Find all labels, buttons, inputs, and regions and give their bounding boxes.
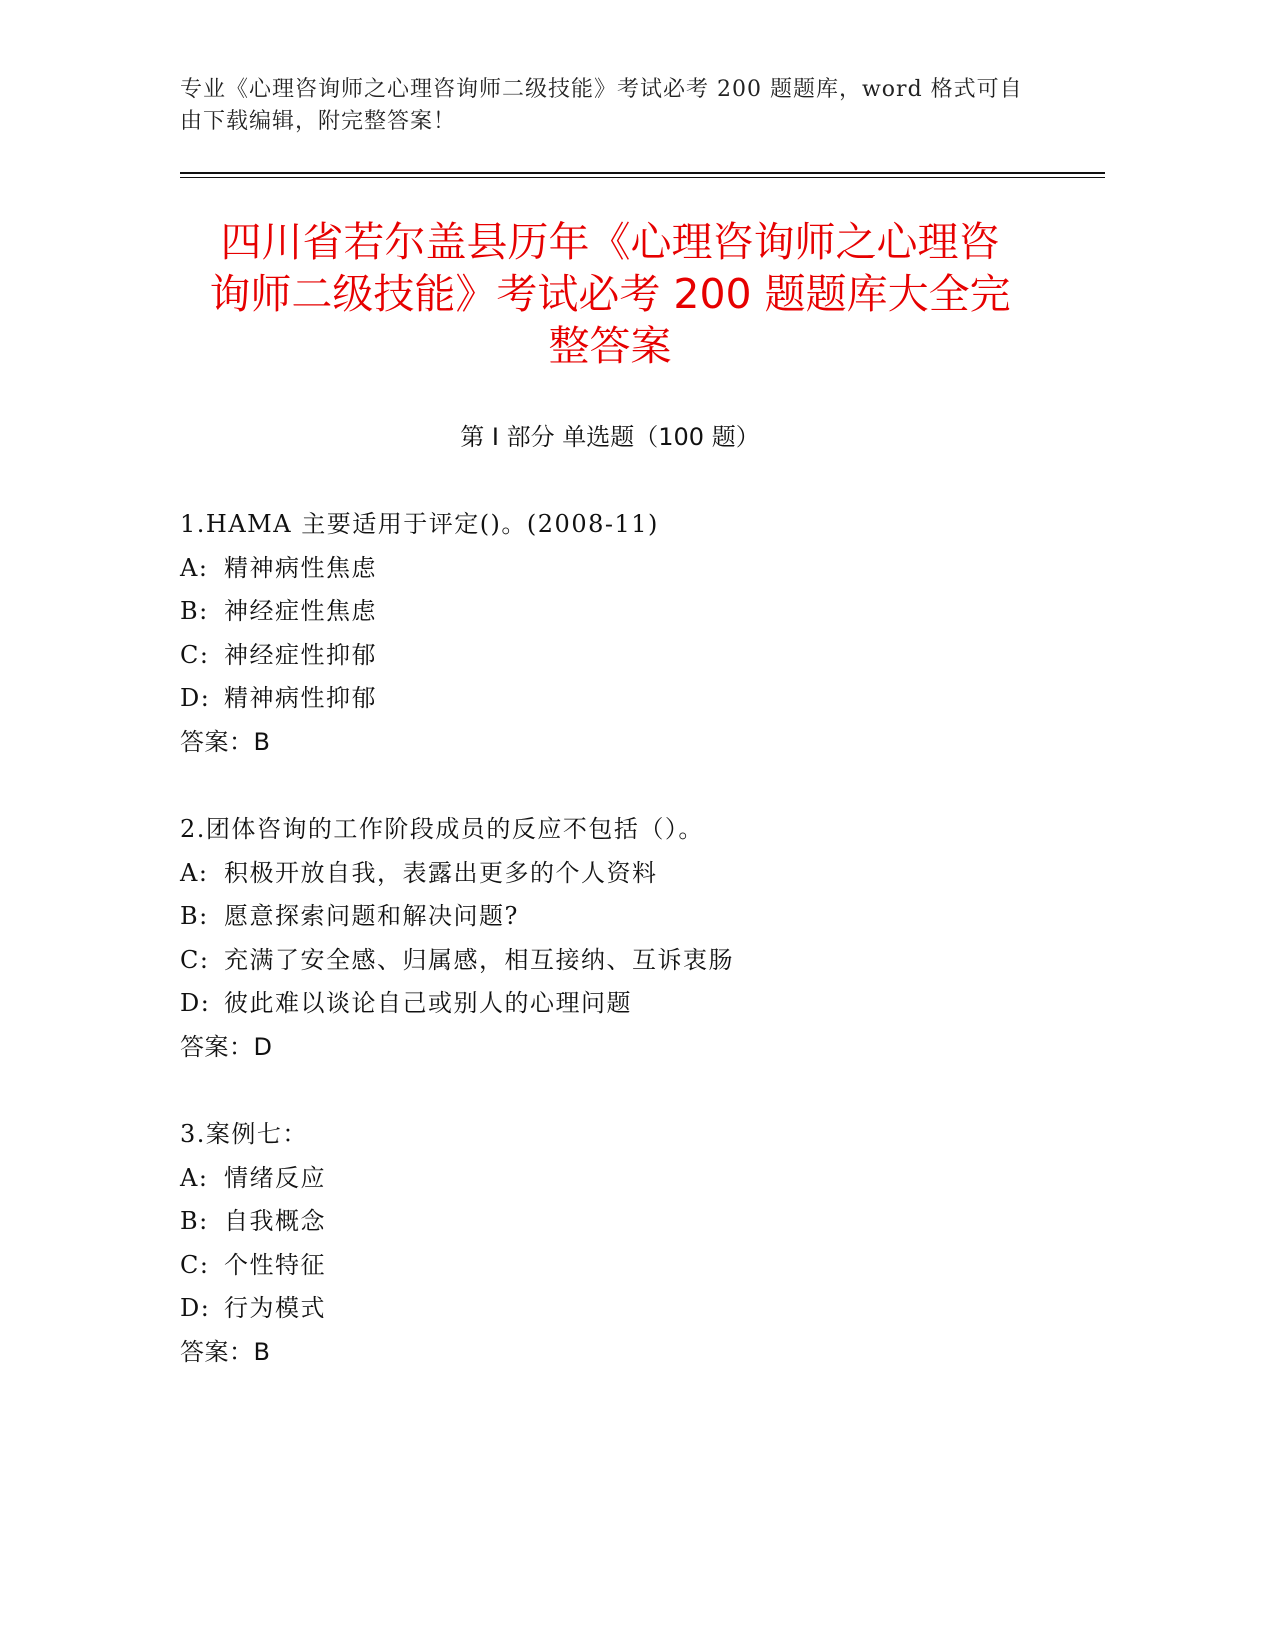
question-2 [180,808,1080,1069]
option-b [180,590,1080,634]
option-label: D: [180,1294,211,1322]
header-divider-thin [180,177,1105,178]
option-a [180,852,1080,896]
header-note [180,74,1040,138]
document-title-line-1: 四川省若尔盖县历年《心理咨询师之心理咨 [220,218,1000,266]
question-stem: 1.HAMA 主要适用于评定()。(2008-11) [180,510,659,538]
option-b [180,895,1080,939]
option-label: C: [180,945,210,974]
question-stem: 3.案例七： [180,1120,308,1148]
option-text: 充满了安全感、归属感，相互接纳、互诉衷肠 [224,945,734,974]
answer: 答案：D [180,1032,273,1061]
option-text: 精神病性抑郁 [224,684,377,712]
header-note-line-2: 由下载编辑，附完整答案！ [180,109,457,134]
option-label: C: [180,640,210,669]
option-label: C: [180,1250,210,1279]
option-text: 愿意探索问题和解决问题? [224,902,519,930]
option-label: B: [180,1207,209,1235]
option-d [180,677,1080,721]
option-b [180,1200,1080,1244]
option-text: 精神病性焦虑 [224,553,377,582]
option-text: 情绪反应 [224,1163,326,1192]
option-c [180,939,1080,983]
option-label: B: [180,902,209,930]
option-c [180,1244,1080,1288]
document-title-line-2: 询师二级技能》考试必考 200 题题库大全完 [209,270,1011,318]
option-d [180,982,1080,1026]
option-d [180,1287,1080,1331]
option-text: 神经症性抑郁 [224,640,377,669]
option-text: 行为模式 [224,1294,326,1322]
answer: 答案：B [180,1337,271,1366]
option-label: B: [180,597,209,625]
header-note-line-1: 专业《心理咨询师之心理咨询师二级技能》考试必考 200 题题库，word 格式可自 [180,77,1023,102]
answer: 答案：B [180,727,271,756]
option-a [180,1157,1080,1201]
option-text: 彼此难以谈论自己或别人的心理问题 [224,989,632,1017]
option-label: A: [180,858,209,887]
document-title [180,216,1040,372]
question-1 [180,503,1080,764]
option-a [180,547,1080,591]
option-text: 积极开放自我，表露出更多的个人资料 [224,858,658,887]
section-heading: 第 I 部分 单选题（100 题） [460,423,760,451]
option-label: A: [180,553,209,582]
header-divider-thick [180,172,1105,174]
option-label: D: [180,684,211,712]
document-title-line-3: 整答案 [548,322,672,370]
option-text: 神经症性焦虑 [224,597,377,625]
option-label: A: [180,1163,209,1192]
question-3 [180,1113,1080,1374]
option-text: 个性特征 [224,1250,326,1279]
option-c [180,634,1080,678]
question-stem: 2.团体咨询的工作阶段成员的反应不包括（）。 [180,815,704,843]
option-label: D: [180,989,211,1017]
option-text: 自我概念 [224,1207,326,1235]
